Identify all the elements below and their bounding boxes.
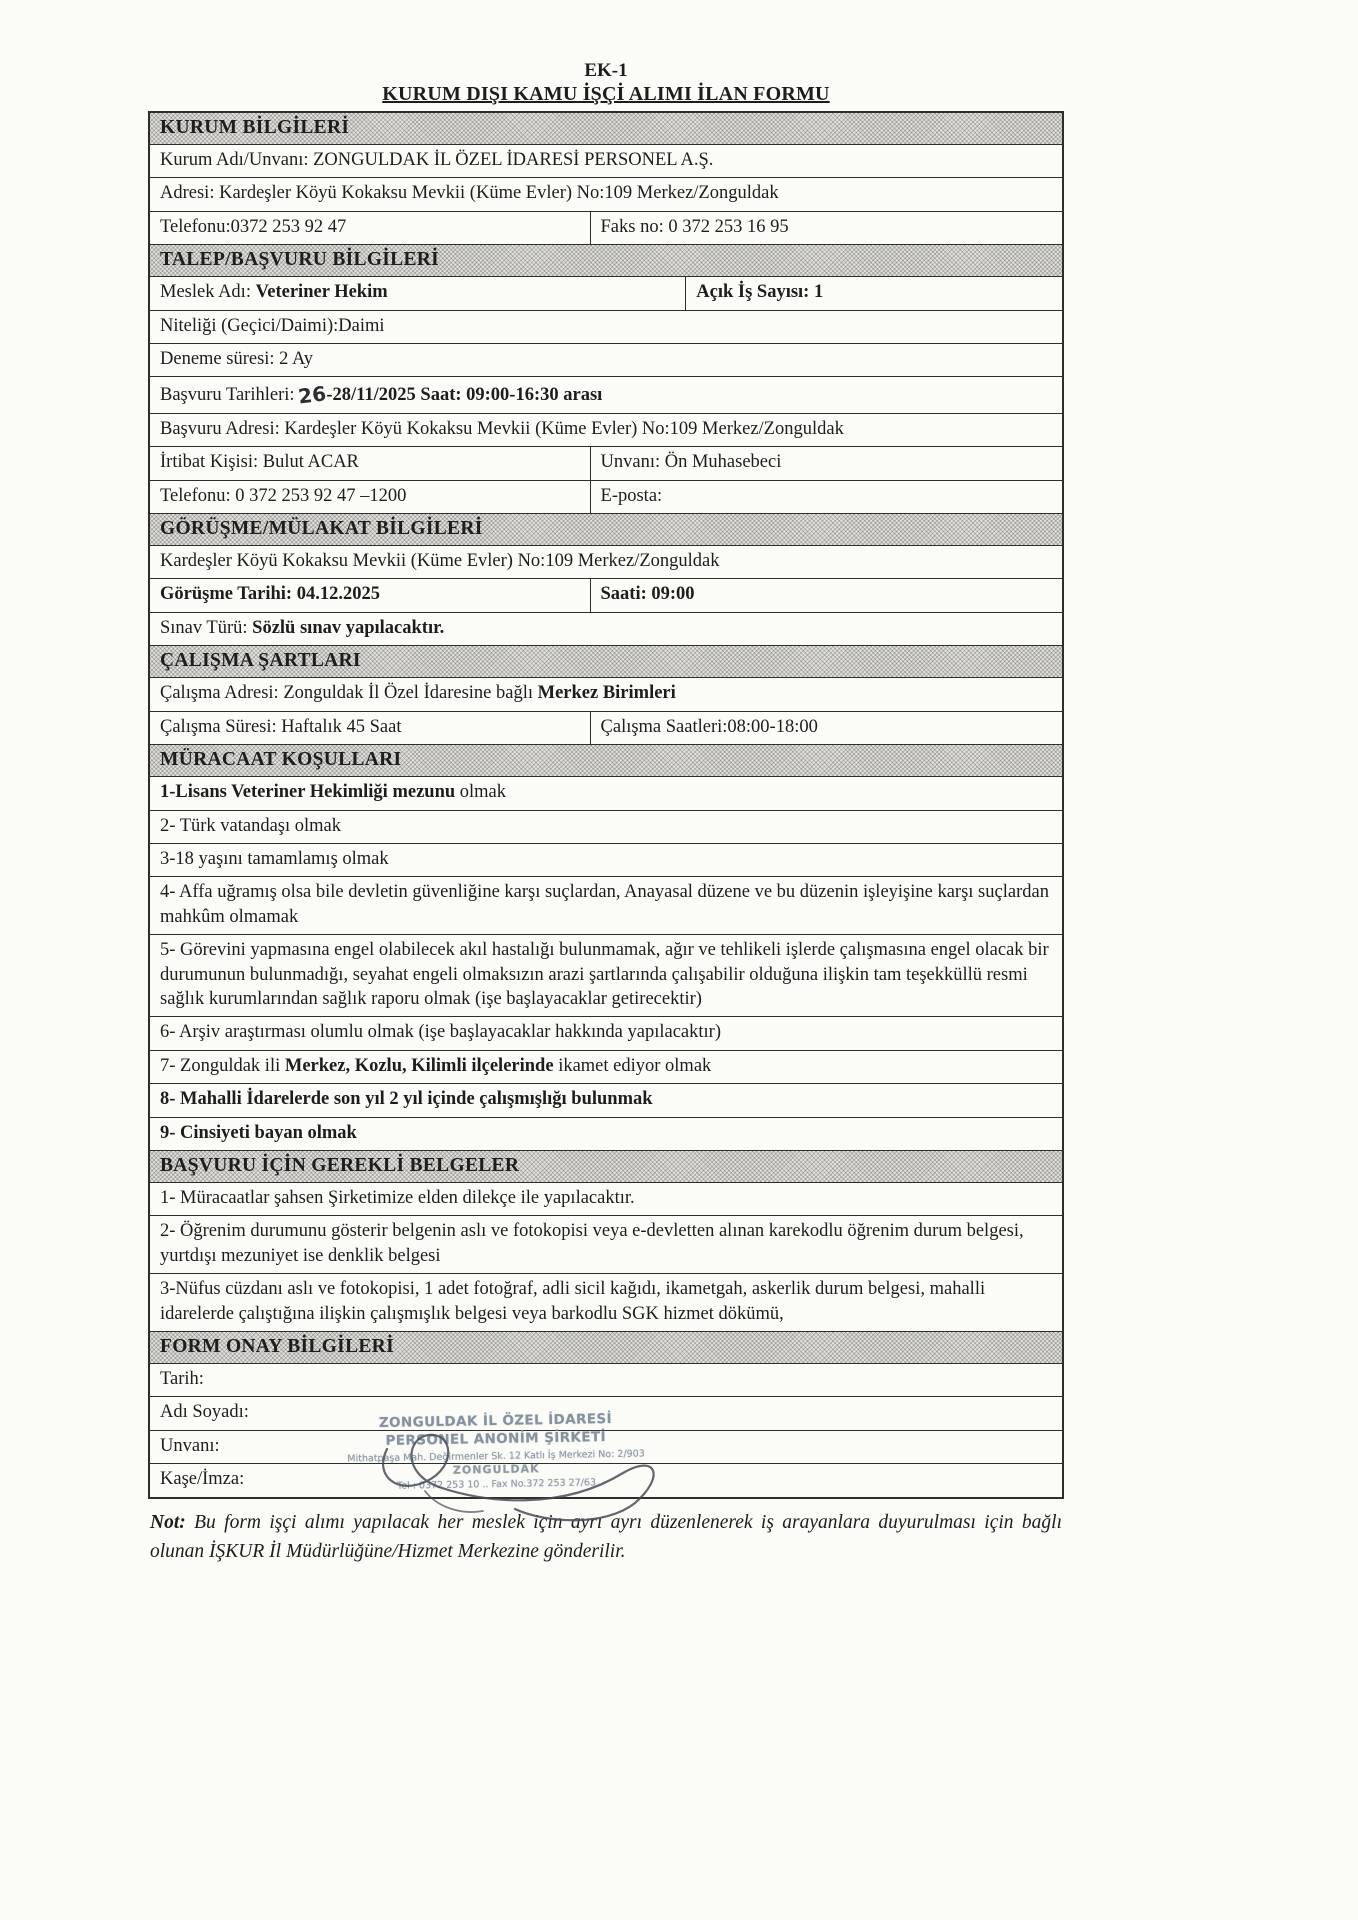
field-kurum-adresi: Adresi: Kardeşler Köyü Kokaksu Mevkii (Küme Evler) No:109 Merkez/Zonguldak [150, 178, 1062, 211]
field-basvuru-adresi: Başvuru Adresi: Kardeşler Köyü Kokaksu Mevkii (Küme Evler) No:109 Merkez/Zonguldak [150, 414, 1062, 447]
section-header-muracaat-kosullari: MÜRACAAT KOŞULLARI [150, 745, 1062, 777]
kosul-item-2 [150, 811, 1062, 844]
kosul-6-pre: 6- Arşiv araştırması olumlu olmak (işe başlayacaklar hakkında yapılacaktır) [160, 1022, 721, 1043]
section-header-calisma-sartlari: ÇALIŞMA ŞARTLARI [150, 646, 1062, 678]
sinav-turu-label: Sınav Türü: [160, 617, 253, 638]
kosul-item-4 [150, 877, 1062, 935]
belge-item-3: 3-Nüfus cüzdanı aslı ve fotokopisi, 1 adet fotoğraf, adli sicil kağıdı, ikametgah, askerlik durum belgesi, mahalli idarelerde çalıştığına ilişkin çalışmışlık belgesi veya barkodlu SGK hizmet dökümü, [150, 1274, 1062, 1332]
stamp-phone-line: Tel : 0372 253 10 .. Fax No.372 253 27/63 [396, 1476, 597, 1492]
field-kurum-adi: Kurum Adı/Unvanı: ZONGULDAK İL ÖZEL İDARESİ PERSONEL A.Ş. [150, 145, 1062, 178]
kosul-5-pre: 5- Görevini yapmasına engel olabilecek akıl hastalığı bulunmamak, ağır ve tehlikeli işlerde çalışmasına engel olacak bir durumunun bulunmadığı, seyahat engeli olmaksızın arazi şartlarında çalışabilir olduğuna ilişkin tam teşekküllü resmi sağlık kurumlarından sağlık raporu olmak (işe başlayacaklar getirecektir) [160, 940, 1049, 1009]
belge-item-2: 2- Öğrenim durumunu gösterir belgenin aslı ve fotokopisi veya e-devletten alınan karekodlu öğrenim durum belgesi, yurtdışı mezuniyet ise denklik belgesi [150, 1216, 1062, 1274]
document [148, 60, 1064, 1566]
section-header-kurum-bilgileri: KURUM BİLGİLERİ [150, 113, 1062, 145]
field-onay-kase-imza: Kaşe/İmza: [160, 1469, 245, 1490]
kosul-item-5 [150, 935, 1062, 1017]
field-basvuru-tarihleri [150, 377, 1062, 413]
field-acik-is-sayisi: Açık İş Sayısı: 1 [696, 282, 824, 303]
kosul-item-7 [150, 1051, 1062, 1084]
field-meslek-adi [150, 277, 686, 309]
calisma-adresi-value: Merkez Birimleri [537, 683, 676, 704]
footer-note-label: Not: [150, 1511, 186, 1533]
row-meslek-acikis [150, 277, 1062, 310]
field-irtibat-unvani: Unvanı: Ön Muhasebeci [600, 452, 782, 473]
kosul-7-pre: 7- Zonguldak ili [160, 1055, 285, 1076]
field-irtibat-telefon: Telefonu: 0 372 253 92 47 –1200 [150, 481, 591, 513]
section-header-talep-basvuru: TALEP/BAŞVURU BİLGİLERİ [150, 245, 1062, 277]
kosul-4-pre: 4- Affa uğramış olsa bile devletin güvenliğine karşı suçlardan, Anayasal düzene ve bu düzenin işleyişine karşı suçlardan mahkûm olmamak [160, 882, 1049, 927]
basvuru-tarihleri-label: Başvuru Tarihleri: [160, 385, 295, 406]
kosul-item-1 [150, 777, 1062, 810]
kosul-item-9 [150, 1118, 1062, 1151]
sinav-turu-value: Sözlü sınav yapılacaktır. [252, 617, 445, 638]
field-kurum-faks: Faks no: 0 372 253 16 95 [600, 216, 789, 237]
field-onay-tarih: Tarih: [150, 1364, 1062, 1397]
basvuru-tarihleri-value: -28/11/2025 Saat: 09:00-16:30 arası [326, 385, 603, 406]
row-gorusme-tarih-saat [150, 579, 1062, 612]
field-niteligi: Niteliği (Geçici/Daimi):Daimi [150, 311, 1062, 344]
kosul-9-bold: 9- Cinsiyeti bayan olmak [160, 1122, 357, 1143]
form-table [148, 111, 1064, 1499]
field-onay-unvani: Unvanı: [150, 1431, 1062, 1464]
section-header-gorusme-mulakat: GÖRÜŞME/MÜLAKAT BİLGİLERİ [150, 514, 1062, 546]
section-header-gerekli-belgeler: BAŞVURU İÇİN GEREKLİ BELGELER [150, 1151, 1062, 1183]
field-calisma-suresi: Çalışma Süresi: Haftalık 45 Saat [150, 712, 591, 744]
kosul-3-pre: 3-18 yaşını tamamlamış olmak [160, 848, 389, 869]
stamp-company-line2: PERSONEL ANONİM ŞİRKETİ [385, 1428, 607, 1449]
row-irtibat-unvan [150, 447, 1062, 480]
doc-title: KURUM DIŞI KAMU İŞÇİ ALIMI İLAN FORMU [382, 83, 830, 105]
field-calisma-adresi [150, 678, 1062, 711]
kosul-1-bold: 1-Lisans Veteriner Hekimliği mezunu [160, 782, 456, 803]
row-calisma-sure-saat [150, 712, 1062, 745]
belge-item-1: 1- Müracaatlar şahsen Şirketimize elden dilekçe ile yapılacaktır. [150, 1183, 1062, 1216]
footer-note [148, 1508, 1064, 1567]
calisma-adresi-label: Çalışma Adresi: Zonguldak İl Özel İdaresine bağlı [160, 683, 538, 704]
stamp-address-line: Mithatpaşa Mah. Değirmenler Sk. 12 Katlı İş Merkezi No: 2/903 [347, 1448, 645, 1465]
row-telefon-eposta [150, 481, 1062, 514]
field-eposta: E-posta: [600, 485, 663, 506]
meslek-label: Meslek Adı: [160, 282, 256, 303]
footer-note-text: Bu form işçi alımı yapılacak her meslek için ayrı ayrı düzenlenerek iş arayanlara duyurulması için bağlı olunan İŞKUR İl Müdürlüğüne/Hizmet Merkezine gönderilir. [150, 1511, 1062, 1562]
field-gorusme-adres: Kardeşler Köyü Kokaksu Mevkii (Küme Evler) No:109 Merkez/Zonguldak [150, 546, 1062, 579]
field-gorusme-tarihi: Görüşme Tarihi: 04.12.2025 [150, 579, 591, 611]
field-deneme-suresi: Deneme süresi: 2 Ay [150, 344, 1062, 377]
section-header-form-onay: FORM ONAY BİLGİLERİ [150, 1332, 1062, 1364]
doc-code: EK-1 [584, 60, 628, 81]
kosul-7-post: ikamet ediyor olmak [553, 1055, 712, 1076]
row-telefon-faks [150, 212, 1062, 245]
kosul-item-6 [150, 1017, 1062, 1050]
field-gorusme-saati: Saati: 09:00 [600, 584, 695, 605]
kosul-2-pre: 2- Türk vatandaşı olmak [160, 815, 342, 836]
kosul-7-bold: Merkez, Kozlu, Kilimli ilçelerinde [284, 1055, 554, 1076]
field-onay-adi-soyadi: Adı Soyadı: [150, 1397, 1062, 1430]
field-sinav-turu [150, 613, 1062, 646]
kosul-1-post: olmak [455, 782, 507, 803]
field-calisma-saatleri: Çalışma Saatleri:08:00-18:00 [600, 716, 818, 737]
kosul-item-3 [150, 844, 1062, 877]
field-kurum-telefon: Telefonu:0372 253 92 47 [150, 212, 591, 244]
kosul-8-bold: 8- Mahalli İdarelerde son yıl 2 yıl içinde çalışmışlığı bulunmak [160, 1089, 653, 1110]
handwritten-date: 26 [296, 381, 327, 410]
stamp-company-line1: ZONGULDAK İL ÖZEL İDARESİ [378, 1410, 613, 1431]
kosul-item-8 [150, 1084, 1062, 1117]
meslek-value: Veteriner Hekim [255, 282, 388, 303]
stamp-city-line: ZONGULDAK [452, 1462, 540, 1477]
field-irtibat-kisisi: İrtibat Kişisi: Bulut ACAR [150, 447, 591, 479]
